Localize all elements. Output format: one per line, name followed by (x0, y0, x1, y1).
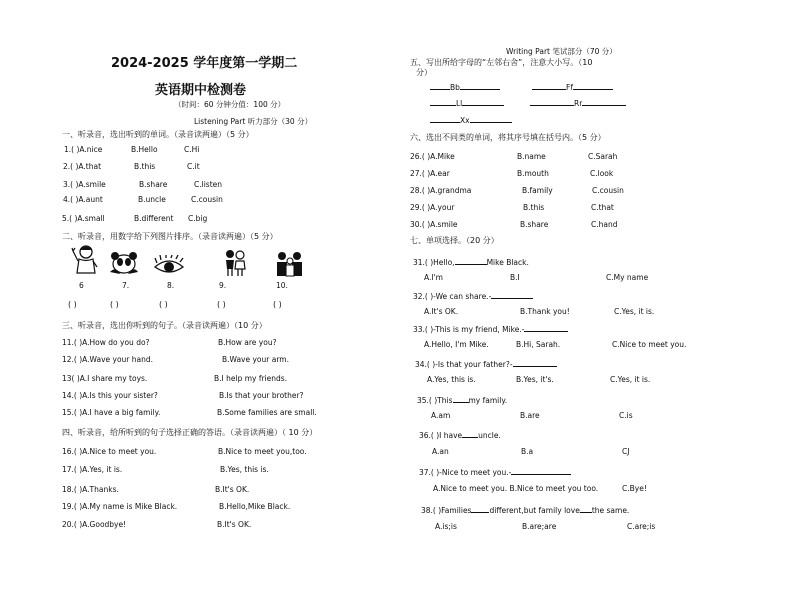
question-32: 32.( )-We can share.- (413, 290, 533, 301)
list-item: C.cousin (191, 195, 223, 204)
option-a: A.an (432, 447, 449, 456)
letter-blank-row[interactable] (530, 97, 626, 108)
option-b: B.Yes, it's. (516, 375, 554, 384)
writing-part-heading: Writing Part 笔试部分（70 分） (506, 47, 617, 56)
section5-heading: 五、写出所给字母的“左邻右舍”，注意大小写。（10 (410, 58, 593, 67)
section3-heading: 三、听录音，选出你听到的句子。（录音读两遍）（10 分） (62, 321, 267, 330)
question-37: 37.( )-Nice to meet you.- (419, 466, 571, 477)
letter-blank-row[interactable] (532, 81, 613, 92)
list-item: C.big (188, 214, 208, 223)
picture-label: 6 (79, 281, 84, 290)
option-a: A.am (431, 411, 451, 420)
list-item: B.Hello (131, 145, 158, 154)
option-a: A.It's OK. (424, 307, 459, 316)
list-item: B.Yes, this is. (220, 465, 269, 474)
option-c: C.Bye! (622, 484, 647, 493)
list-item: 26.( )A.Mike (410, 152, 455, 161)
list-item: B.name (517, 152, 546, 161)
letter-given: Xx (460, 116, 470, 125)
list-item: 28.( )A.grandma (410, 186, 472, 195)
option-b: B.Hi, Sarah. (516, 340, 561, 349)
option-c: C.Nice to meet you. (612, 340, 687, 349)
list-item: B.Wave your arm. (222, 355, 289, 364)
girl-waving-icon (70, 243, 100, 276)
list-item: B.How are you? (218, 338, 277, 347)
option-b: B.I (510, 273, 520, 282)
listening-part-heading: Listening Part 听力部分（30 分） (194, 117, 313, 126)
letter-given: Bb (450, 83, 460, 92)
section6-heading: 六、选出不同类的单词，将其序号填在括号内。（5 分） (410, 133, 606, 142)
list-item: 18.( )A.Thanks. (62, 485, 119, 494)
list-item: B.family (522, 186, 553, 195)
list-item: 17.( )A.Yes, it is. (62, 465, 123, 474)
answer-bracket[interactable]: ( ) (273, 300, 282, 309)
list-item: 4.( )A.aunt (63, 195, 103, 204)
list-item: B.Some families are small. (217, 408, 317, 417)
list-item: 11.( )A.How do you do? (62, 338, 150, 347)
option-b: B.are;are (522, 522, 557, 531)
list-item: 29.( )A.your (410, 203, 455, 212)
list-item: B.Is that your brother? (219, 391, 304, 400)
list-item: C.listen (194, 180, 223, 189)
list-item: 30.( )A.smile (410, 220, 458, 229)
list-item: C.hand (591, 220, 618, 229)
eye-icon (153, 255, 185, 277)
family-icon (275, 250, 305, 278)
list-item: B.It's OK. (215, 485, 250, 494)
letter-blank-row[interactable] (430, 114, 512, 125)
option-c: C.Yes, it is. (610, 375, 651, 384)
answer-bracket[interactable]: ( ) (110, 300, 119, 309)
option-b: B.a (521, 447, 534, 456)
section2-heading: 二、听录音，用数字给下列图片排序。（录音读两遍）（5 分） (62, 232, 278, 241)
list-item: 1.( )A.nice (64, 145, 103, 154)
list-item: C.Hi (184, 145, 200, 154)
option-b: B.Thank you! (520, 307, 570, 316)
picture-label: 9. (219, 281, 227, 290)
list-item: B.Nice to meet you,too. (218, 447, 307, 456)
option-c: C.are;is (627, 522, 656, 531)
letter-given: Ll (456, 99, 463, 108)
list-item: C.Sarah (588, 152, 618, 161)
list-item: 3.( )A.smile (63, 180, 106, 189)
section1-heading: 一、听录音，选出听到的单词。（录音读两遍）（5 分） (62, 130, 254, 139)
question-36: 36.( )I have uncle. (419, 431, 501, 440)
question-31: 31.( )Hello, Mike Black. (413, 258, 529, 267)
list-item: B.mouth (517, 169, 549, 178)
time-score: （时间：60 分钟分值：100 分） (174, 100, 286, 109)
list-item: B.this (134, 162, 156, 171)
option-a: A.Hello, I'm Mike. (424, 340, 489, 349)
option-c: C.is (619, 411, 633, 420)
list-item: C.look (590, 169, 614, 178)
option-a: A.Yes, this is. (427, 375, 476, 384)
list-item: 27.( )A.ear (410, 169, 450, 178)
list-item: 2.( )A.that (63, 162, 102, 171)
letter-given: Ff (566, 83, 573, 92)
question-38: 38.( )Families different,but family love the same. (421, 506, 630, 515)
list-item: B.different (134, 214, 174, 223)
question-34: 34.( )-Is that your father?- (415, 358, 557, 369)
two-children-icon (222, 248, 248, 278)
panda-icon (106, 250, 140, 276)
picture-label: 8. (167, 281, 175, 290)
question-35: 35.( )This my family. (417, 396, 508, 405)
picture-label: 7. (122, 281, 130, 290)
list-item: B.share (139, 180, 168, 189)
answer-bracket[interactable]: ( ) (68, 300, 77, 309)
list-item: 13( )A.I share my toys. (62, 374, 148, 383)
letter-blank-row[interactable] (430, 81, 500, 92)
list-item: B.uncle (138, 195, 166, 204)
option-a: A.I'm (424, 273, 443, 282)
list-item: B.Hello,Mike Black. (219, 502, 291, 511)
option-c: C.Yes, it is. (614, 307, 655, 316)
list-item: B.this (523, 203, 545, 212)
option-b: B.are (520, 411, 540, 420)
option-ab: A.Nice to meet you. B.Nice to meet you too. (433, 484, 599, 493)
answer-bracket[interactable]: ( ) (217, 300, 226, 309)
answer-bracket[interactable]: ( ) (159, 300, 168, 309)
exam-title-line2: 英语期中检测卷 (155, 83, 247, 98)
list-item: B.It's OK. (217, 520, 252, 529)
list-item: 12.( )A.Wave your hand. (62, 355, 154, 364)
list-item: C.that (591, 203, 614, 212)
letter-blank-row[interactable] (430, 97, 504, 108)
list-item: C.it (187, 162, 200, 171)
list-item: B.I help my friends. (214, 374, 288, 383)
option-c: C.My name (606, 273, 649, 282)
section4-heading: 四、听录音，给所听到的句子选择正确的答语。（录音读两遍）（ 10 分） (62, 428, 318, 437)
question-33: 33.( )-This is my friend, Mike.- (413, 323, 568, 334)
exam-title-line1: 2024-2025 学年度第一学期二 (111, 56, 298, 71)
list-item: 19.( )A.My name is Mike Black. (62, 502, 178, 511)
list-item: 20.( )A.Goodbye! (62, 520, 127, 529)
option-c: CJ (622, 447, 630, 456)
list-item: 5.( )A.small (62, 214, 105, 223)
list-item: C.cousin (592, 186, 624, 195)
list-item: 14.( )A.Is this your sister? (62, 391, 158, 400)
list-item: 15.( )A.I have a big family. (62, 408, 161, 417)
list-item: 16.( )A.Nice to meet you. (62, 447, 157, 456)
option-a: A.is;is (435, 522, 457, 531)
section7-heading: 七、单项选择。（20 分） (410, 236, 499, 245)
section5-heading-cont: 分） (416, 68, 432, 77)
letter-given: Rr (574, 99, 583, 108)
picture-label: 10. (276, 281, 288, 290)
list-item: B.share (520, 220, 549, 229)
